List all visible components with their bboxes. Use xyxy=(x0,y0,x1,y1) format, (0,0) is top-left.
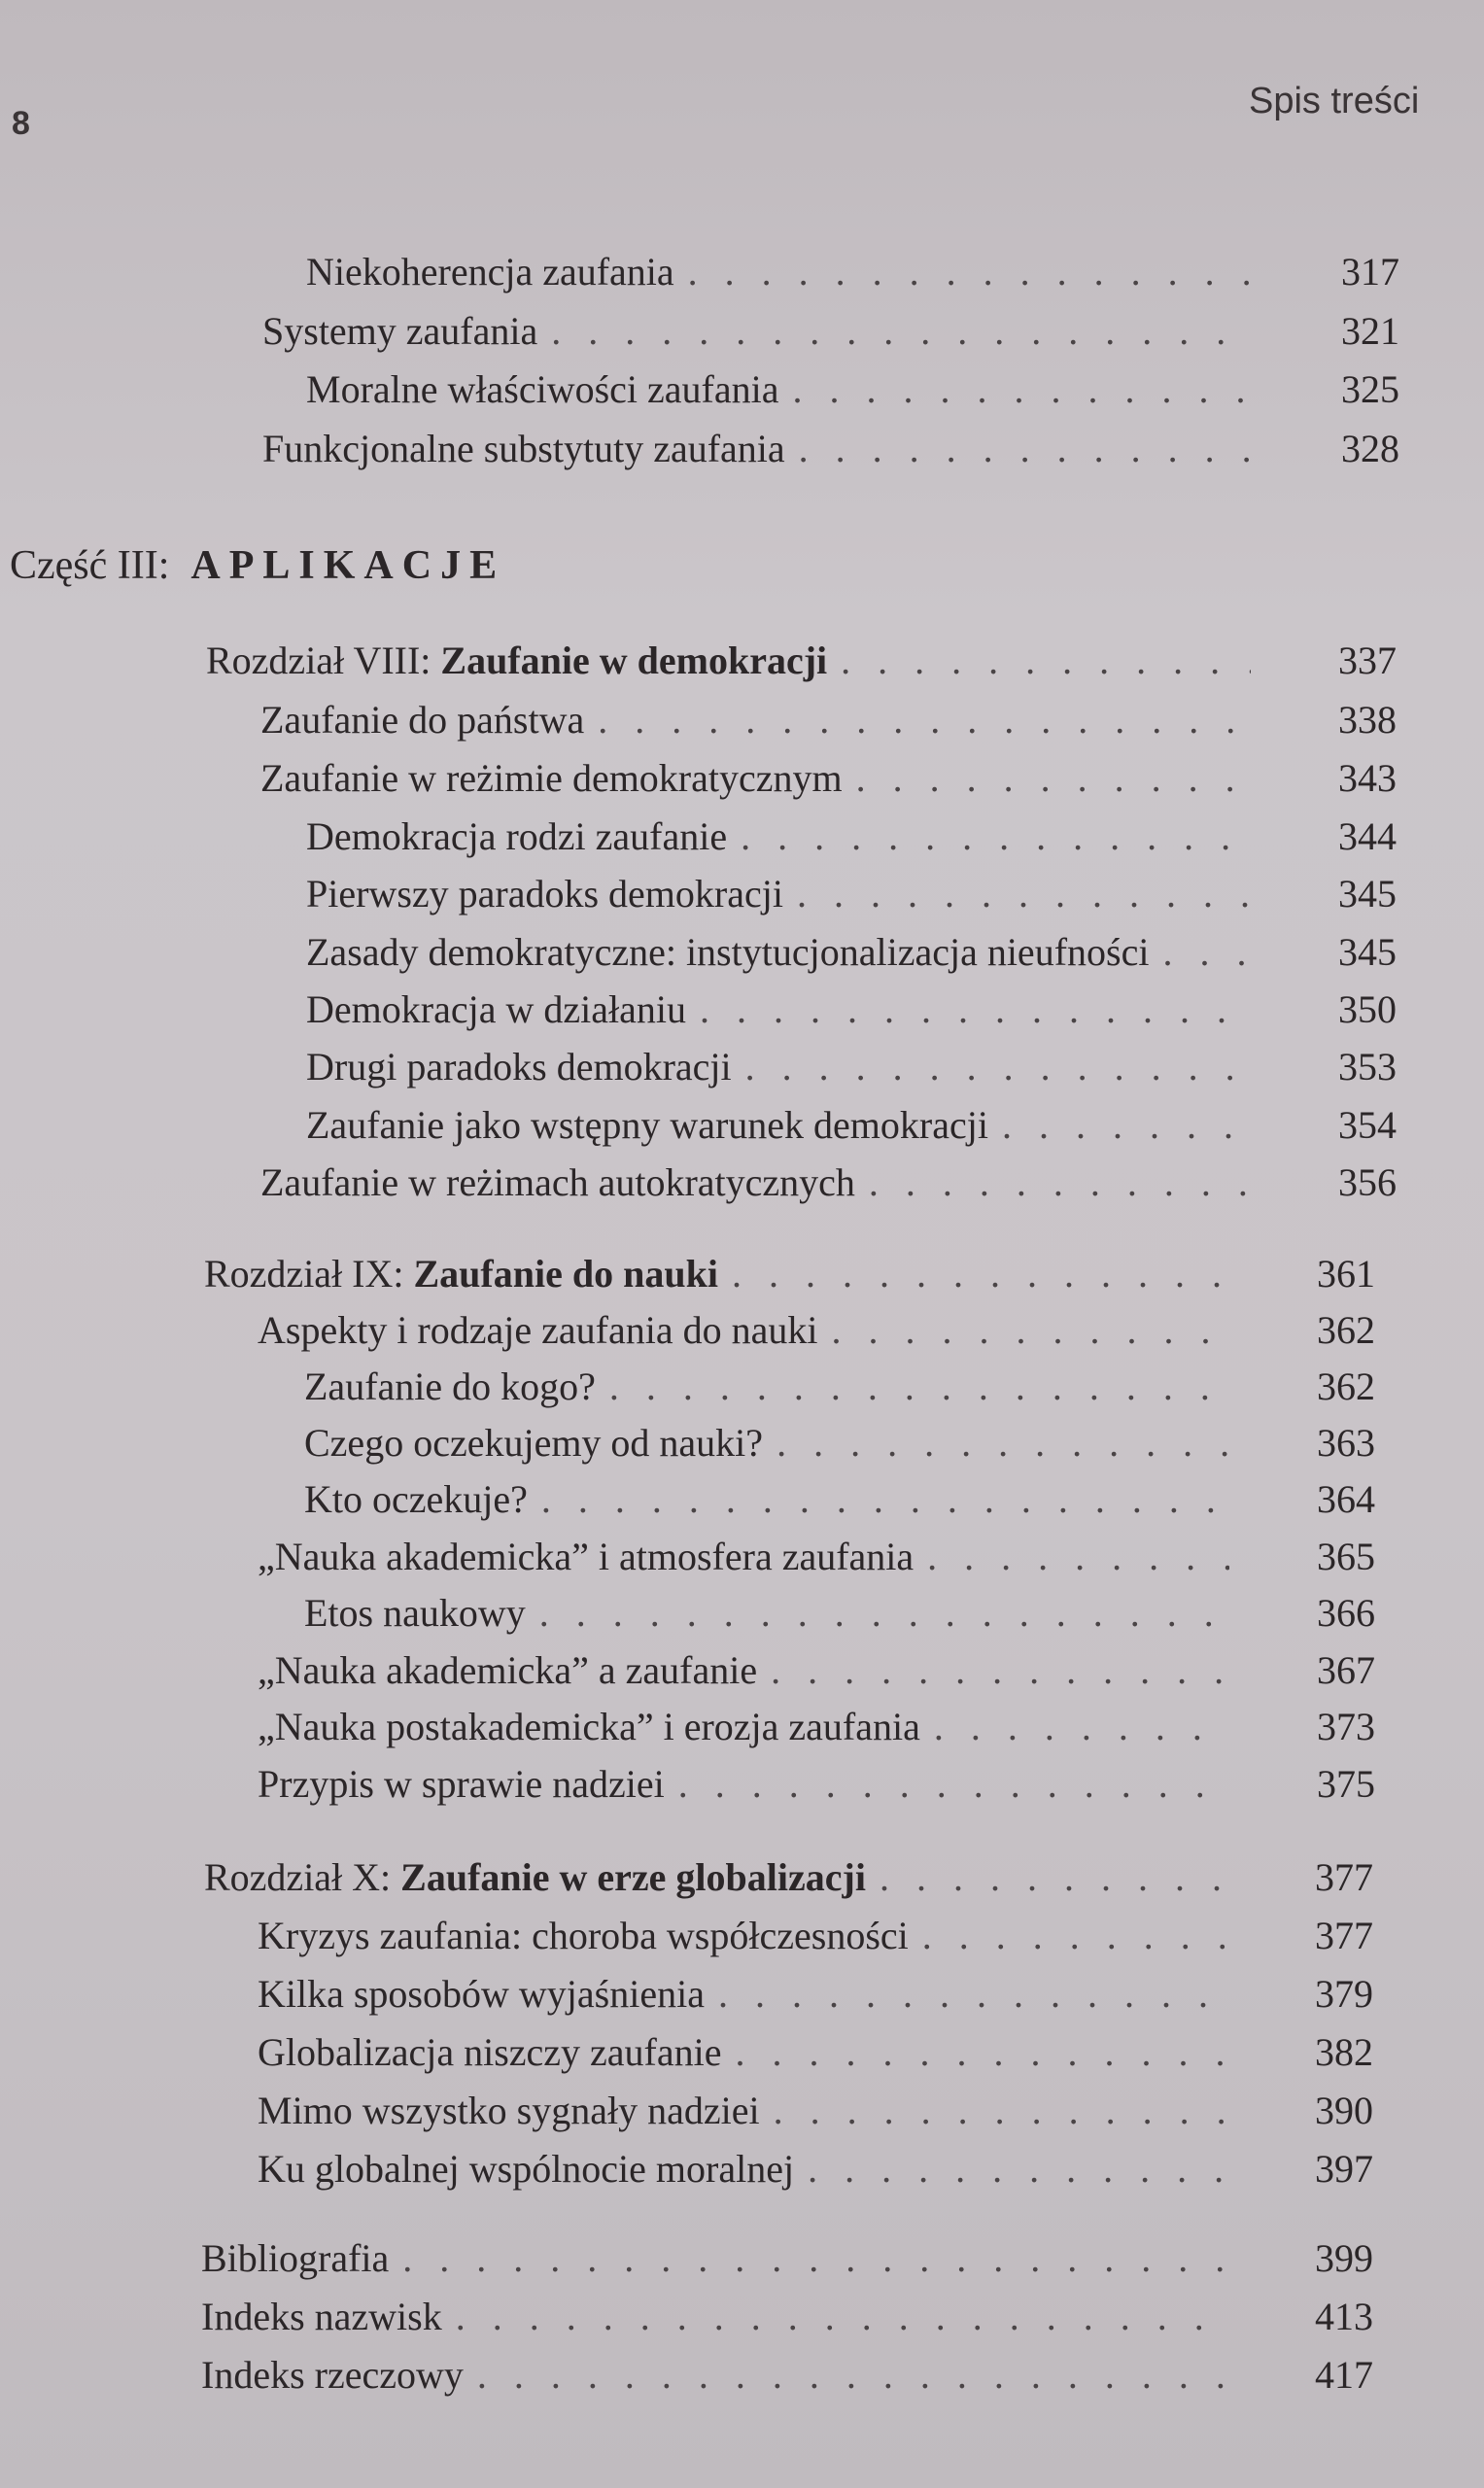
toc-entry-page: 328 xyxy=(1341,427,1399,470)
toc-entry-page: 354 xyxy=(1338,1103,1397,1147)
dot-leader xyxy=(841,636,1251,686)
dot-leader xyxy=(1162,927,1251,978)
dot-leader xyxy=(745,1042,1251,1092)
toc-entry[interactable] xyxy=(258,2144,1373,2194)
dot-leader xyxy=(732,1249,1229,1299)
toc-entry-page: 375 xyxy=(1317,1762,1375,1806)
toc-entry-page: 367 xyxy=(1317,1648,1375,1692)
toc-entry[interactable] xyxy=(306,1042,1397,1092)
toc-entry-page: 363 xyxy=(1317,1421,1375,1465)
toc-entry-title: Kilka sposobów wyjaśnienia xyxy=(258,1972,705,2016)
running-title: Spis treści xyxy=(1249,81,1420,121)
toc-entry-page: 361 xyxy=(1317,1252,1375,1296)
chapter-label: Rozdział X: xyxy=(204,1855,401,1899)
toc-entry[interactable] xyxy=(306,1100,1397,1151)
toc-entry-page: 377 xyxy=(1315,1855,1373,1899)
dot-leader xyxy=(771,1645,1229,1696)
toc-entry-page: 337 xyxy=(1338,639,1397,682)
toc-entry-page: 345 xyxy=(1338,872,1397,916)
toc-entry-title: Bibliografia xyxy=(201,2236,390,2280)
toc-entry-title: Niekoherencja zaufania xyxy=(306,250,674,294)
dot-leader xyxy=(797,869,1251,919)
toc-entry[interactable] xyxy=(304,1474,1375,1525)
toc-entry[interactable] xyxy=(258,2027,1373,2078)
dot-leader xyxy=(880,1852,1227,1903)
dot-leader xyxy=(477,2350,1227,2401)
toc-entry-page: 338 xyxy=(1338,698,1397,742)
toc-entry[interactable] xyxy=(304,1362,1375,1412)
toc-entry[interactable] xyxy=(306,247,1399,297)
toc-entry-title: Zaufanie do kogo? xyxy=(304,1365,596,1408)
toc-entry-page: 321 xyxy=(1341,309,1399,353)
chapter-label: Rozdział VIII: xyxy=(206,639,441,682)
toc-entry-page: 397 xyxy=(1315,2147,1373,2191)
dot-leader xyxy=(799,424,1254,474)
toc-entry-page: 413 xyxy=(1315,2295,1373,2338)
page-number: 8 xyxy=(12,105,30,142)
toc-entry[interactable] xyxy=(260,695,1397,745)
toc-entry-title: „Nauka akademicka” i atmosfera zaufania xyxy=(258,1535,915,1578)
toc-entry-title: Indeks rzeczowy xyxy=(201,2353,464,2397)
toc-entry-title: Funkcjonalne substytuty zaufania xyxy=(262,427,785,470)
toc-entry-title: Drugi paradoks demokracji xyxy=(306,1045,732,1088)
dot-leader xyxy=(688,247,1254,297)
toc-entry[interactable] xyxy=(262,424,1399,474)
toc-entry-title: Systemy zaufania xyxy=(262,309,538,353)
toc-entry-page: 353 xyxy=(1338,1045,1397,1088)
dot-leader xyxy=(551,306,1254,357)
toc-entry-title: Moralne właściwości zaufania xyxy=(306,367,779,411)
toc-entry[interactable] xyxy=(306,869,1397,919)
dot-leader xyxy=(792,364,1254,415)
toc-entry-title: Zasady demokratyczne: instytucjonalizacja nieufności xyxy=(306,930,1150,974)
toc-entry-title: Aspekty i rodzaje zaufania do nauki xyxy=(258,1308,818,1352)
toc-entry-title: Zaufanie w reżimie demokratycznym xyxy=(260,756,843,800)
dot-leader xyxy=(741,812,1251,862)
toc-entry[interactable] xyxy=(304,1418,1375,1469)
dot-leader xyxy=(598,695,1251,745)
toc-entry-title: Globalizacja niszczy zaufanie xyxy=(258,2030,722,2074)
dot-leader xyxy=(541,1474,1229,1525)
toc-entry-page: 362 xyxy=(1317,1308,1375,1352)
toc-entry[interactable] xyxy=(304,1588,1375,1639)
toc-entry-page: 373 xyxy=(1317,1705,1375,1748)
toc-entry-title: Mimo wszystko sygnały nadziei xyxy=(258,2089,760,2132)
dot-leader xyxy=(456,2292,1227,2342)
toc-entry[interactable] xyxy=(306,985,1397,1035)
toc-entry-title: Indeks nazwisk xyxy=(201,2295,442,2338)
toc-entry-page: 317 xyxy=(1341,250,1399,294)
toc-entry[interactable] xyxy=(258,2086,1373,2136)
toc-entry-page: 366 xyxy=(1317,1591,1375,1635)
toc-entry-page: 365 xyxy=(1317,1535,1375,1578)
toc-entry[interactable] xyxy=(306,927,1397,978)
toc-entry[interactable] xyxy=(306,364,1399,415)
dot-leader xyxy=(927,1532,1229,1582)
toc-entry-page: 379 xyxy=(1315,1972,1373,2016)
toc-entry-page: 344 xyxy=(1338,814,1397,858)
chapter-title: Zaufanie w demokracji xyxy=(440,639,828,682)
toc-entry[interactable] xyxy=(201,2350,1373,2401)
dot-leader xyxy=(700,985,1251,1035)
toc-entry-page: 343 xyxy=(1338,756,1397,800)
toc-entry[interactable] xyxy=(201,2233,1373,2284)
toc-entry-page: 325 xyxy=(1341,367,1399,411)
toc-entry[interactable] xyxy=(306,812,1397,862)
toc-entry[interactable] xyxy=(258,1969,1373,2020)
toc-entry-title: Pierwszy paradoks demokracji xyxy=(306,872,783,916)
toc-entry-page: 345 xyxy=(1338,930,1397,974)
dot-leader xyxy=(934,1702,1229,1752)
toc-entry-title: Demokracja w działaniu xyxy=(306,987,686,1031)
dot-leader xyxy=(736,2027,1228,2078)
chapter-title: Zaufanie w erze globalizacji xyxy=(400,1855,866,1899)
toc-entry-title: Demokracja rodzi zaufanie xyxy=(306,814,728,858)
toc-entry-page: 362 xyxy=(1317,1365,1375,1408)
toc-entry-title: Zaufanie do państwa xyxy=(260,698,585,742)
toc-entry-title: Kryzys zaufania: choroba współczesności xyxy=(258,1914,909,1957)
toc-entry[interactable] xyxy=(262,306,1399,357)
dot-leader xyxy=(718,1969,1227,2020)
toc-entry-page: 350 xyxy=(1338,987,1397,1031)
chapter-label: Rozdział IX: xyxy=(204,1252,414,1296)
toc-entry-title: „Nauka akademicka” a zaufanie xyxy=(258,1648,758,1692)
dot-leader xyxy=(774,2086,1227,2136)
toc-entry-page: 382 xyxy=(1315,2030,1373,2074)
dot-leader xyxy=(539,1588,1229,1639)
toc-entry[interactable] xyxy=(260,753,1397,804)
toc-entry[interactable] xyxy=(258,1532,1375,1582)
toc-entry[interactable] xyxy=(258,1759,1375,1810)
toc-entry-page: 377 xyxy=(1315,1914,1373,1957)
toc-chapter[interactable] xyxy=(204,1852,1373,1903)
toc-entry[interactable] xyxy=(258,1702,1375,1752)
toc-entry[interactable] xyxy=(260,1158,1397,1208)
toc-entry-title: Przypis w sprawie nadziei xyxy=(258,1762,665,1806)
chapter-title: Zaufanie do nauki xyxy=(413,1252,718,1296)
part-title: APLIKACJE xyxy=(190,543,506,588)
toc-entry-page: 390 xyxy=(1315,2089,1373,2132)
toc-entry-title: Zaufanie jako wstępny warunek demokracji xyxy=(306,1103,988,1147)
toc-entry-title: Kto oczekuje? xyxy=(304,1477,528,1521)
toc-entry-title: Zaufanie w reżimach autokratycznych xyxy=(260,1160,855,1204)
toc-entry-page: 364 xyxy=(1317,1477,1375,1521)
dot-leader xyxy=(922,1911,1227,1961)
dot-leader xyxy=(678,1759,1229,1810)
toc-entry-title: Czego oczekujemy od nauki? xyxy=(304,1421,764,1465)
toc-entry-page: 356 xyxy=(1338,1160,1397,1204)
toc-entry-title: Ku globalnej wspólnocie moralnej xyxy=(258,2147,795,2191)
part-label: Część III: xyxy=(10,543,170,588)
dot-leader xyxy=(856,753,1251,804)
toc-entry-title: Etos naukowy xyxy=(304,1591,526,1635)
part-heading xyxy=(10,542,505,589)
dot-leader xyxy=(808,2144,1227,2194)
toc-entry[interactable] xyxy=(258,1305,1375,1356)
toc-entry-title: „Nauka postakademicka” i erozja zaufania xyxy=(258,1705,920,1748)
toc-entry-page: 399 xyxy=(1315,2236,1373,2280)
toc-entry[interactable] xyxy=(201,2292,1373,2342)
dot-leader xyxy=(1002,1100,1251,1151)
toc-entry[interactable] xyxy=(258,1911,1373,1961)
toc-entry-page: 417 xyxy=(1315,2353,1373,2397)
dot-leader xyxy=(869,1158,1251,1208)
dot-leader xyxy=(777,1418,1229,1469)
toc-chapter[interactable] xyxy=(206,636,1397,686)
dot-leader xyxy=(609,1362,1229,1412)
toc-chapter[interactable] xyxy=(204,1249,1375,1299)
dot-leader xyxy=(831,1305,1229,1356)
toc-entry[interactable] xyxy=(258,1645,1375,1696)
dot-leader xyxy=(402,2233,1227,2284)
